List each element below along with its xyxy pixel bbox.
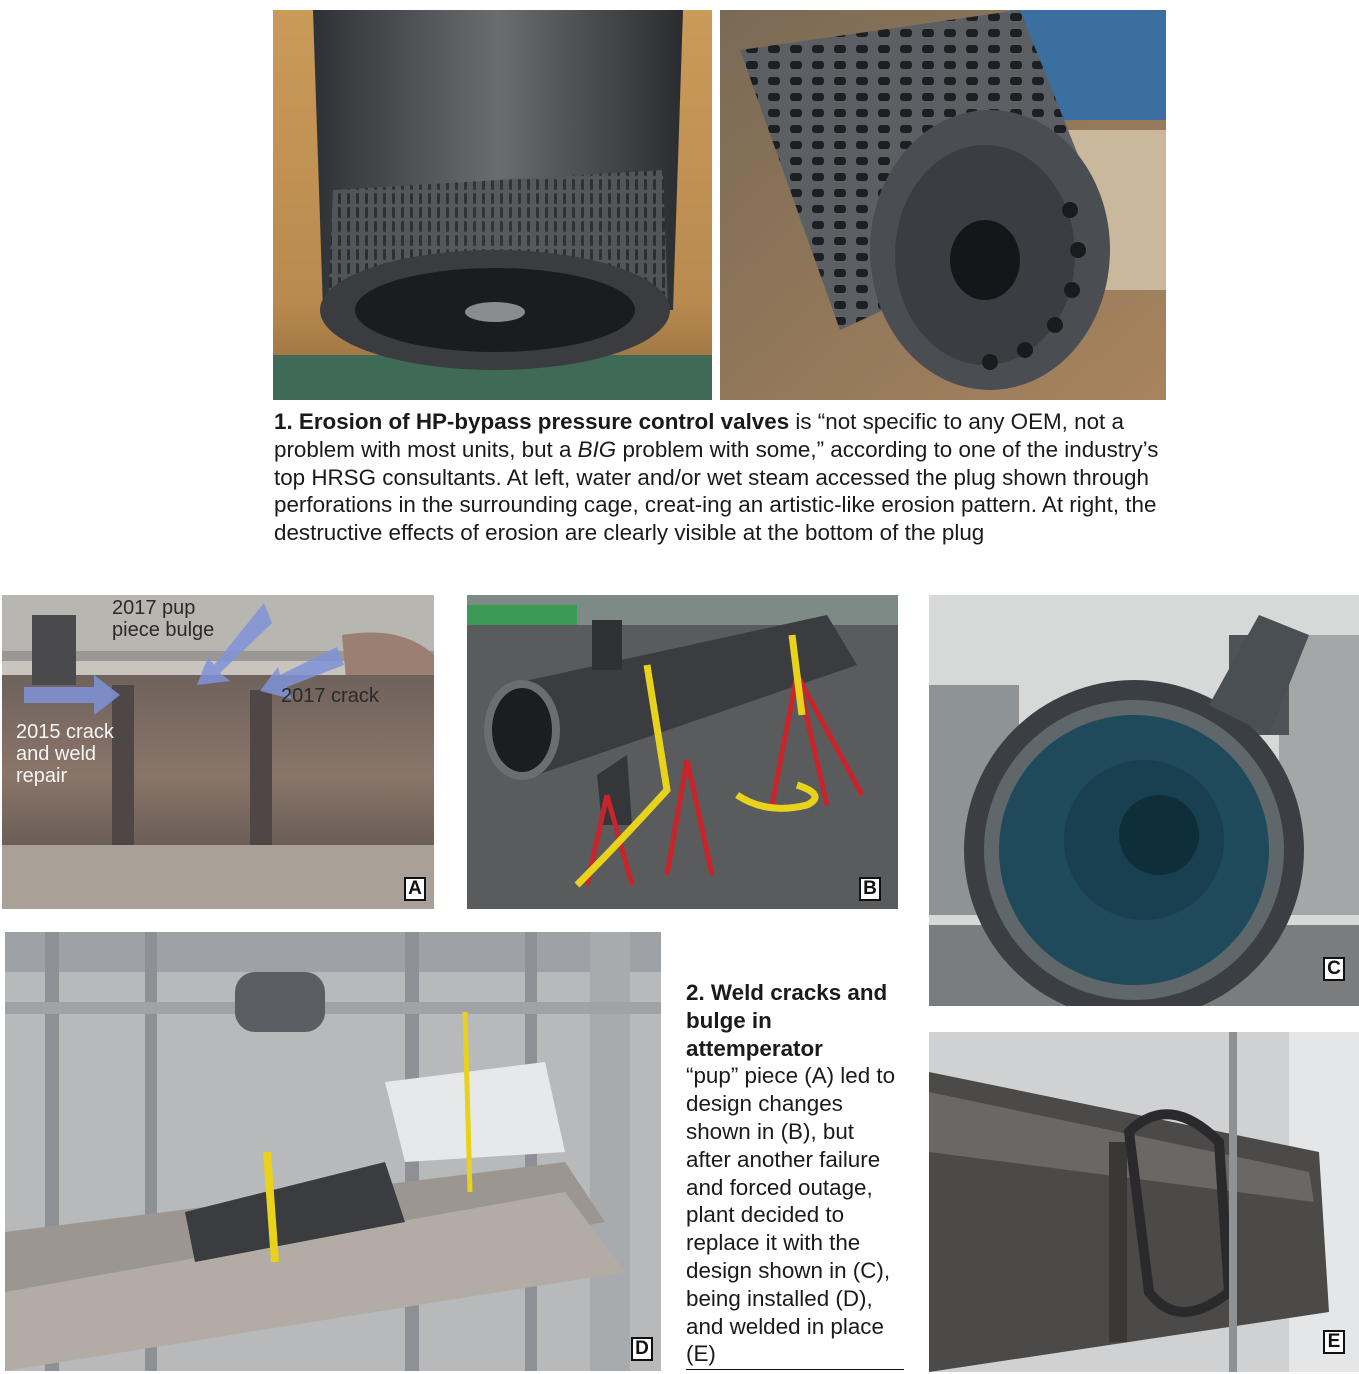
panel-d-photo — [5, 932, 661, 1371]
figure2-caption-bold: 2. Weld cracks and bulge in attemperator — [686, 980, 888, 1061]
figure2-caption-text: “pup” piece (A) led to design changes shown in (B), but after another failure and forced outage, plant decided to replace it with the design shown in (C), being installed (D), and welded in place (E) — [686, 1063, 896, 1367]
figure1-caption-italic: BIG — [577, 436, 617, 462]
panel-e-label: E — [1323, 1330, 1345, 1354]
annotation-pup-piece-bulge: 2017 pup piece bulge — [112, 597, 215, 641]
figure1-caption — [274, 408, 1174, 547]
panel-c-label: C — [1323, 957, 1345, 981]
panel-b-label: B — [859, 877, 881, 901]
panel-b-photo — [467, 595, 898, 909]
annotation-2015-crack: 2015 crack and weld repair — [16, 721, 114, 787]
erosion-cage-photo-right — [720, 10, 1166, 400]
annotation-2017-crack: 2017 crack — [281, 685, 379, 707]
figure2-caption — [686, 979, 904, 1370]
panel-c-photo — [929, 595, 1359, 1006]
figure1-caption-bold: 1. Erosion of HP-bypass pressure control valves — [274, 409, 790, 434]
panel-e-photo — [929, 1032, 1359, 1372]
figure1-caption-text: is “not specific to any OEM, not a problem with most units, but a — [274, 409, 1124, 462]
erosion-plug-photo-left — [273, 10, 712, 400]
figure1-caption-text-end: problem with some,” according to one of the industry’s top HRSG consultants. At left, water and/or wet steam accessed the plug shown through perforations in the surrounding cage, creat-ing an artistic-like erosion pattern. At right, the destructive effects of erosion are clearly visible at the bottom of the plug — [274, 436, 1159, 546]
panel-d-label: D — [631, 1337, 653, 1361]
panel-a-label: A — [404, 877, 426, 901]
panel-a-photo — [2, 595, 434, 909]
